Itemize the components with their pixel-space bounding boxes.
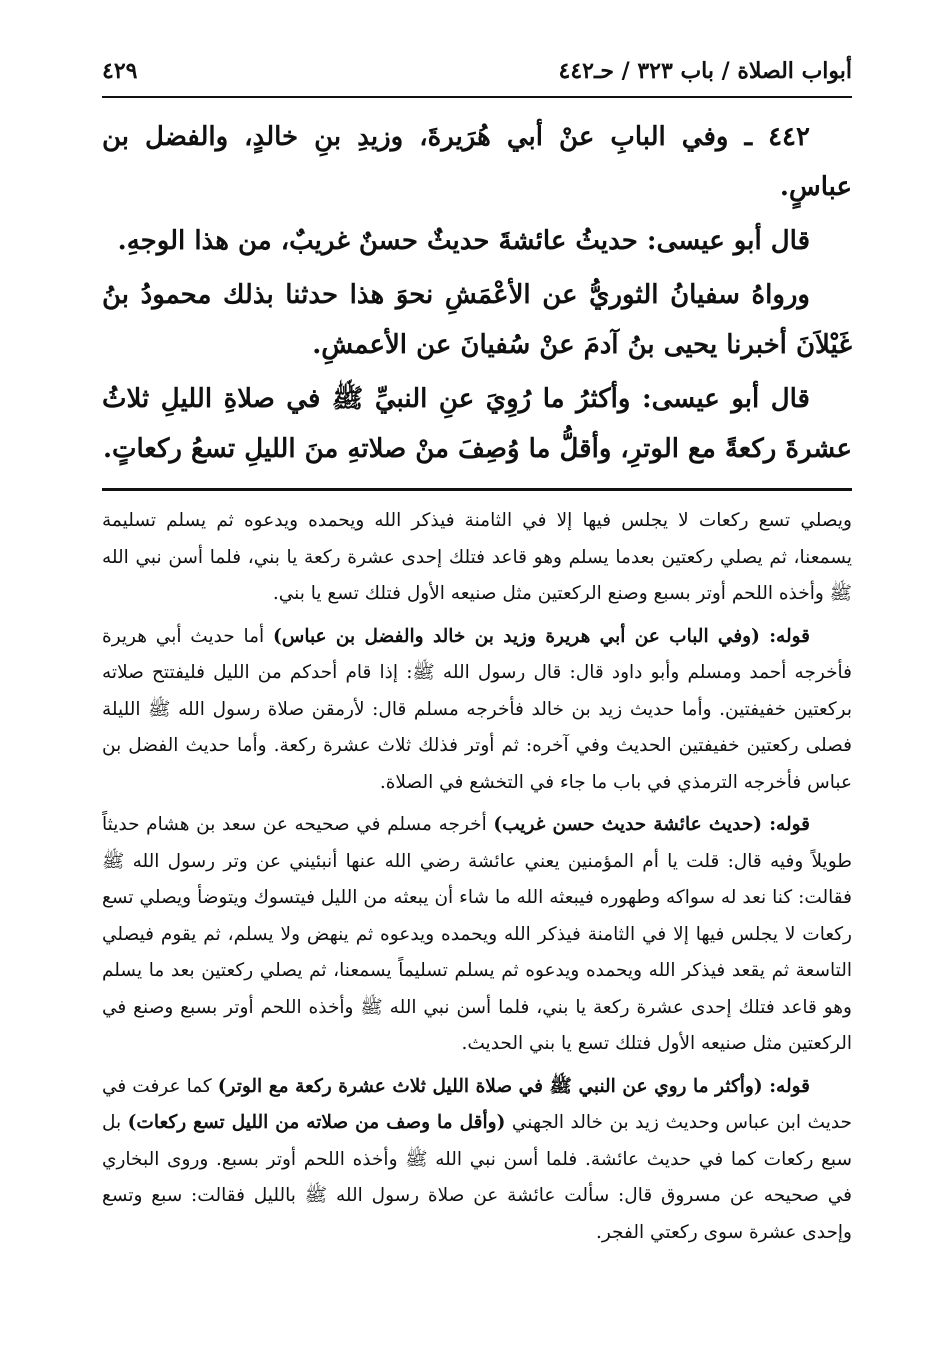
commentary-text: أخرجه مسلم في صحيحه عن سعد بن هشام حديثاً طويلاً وفيه قال: قلت يا أم المؤمنين يعني عائشة رضي الله عنها أنبئيني عن وتر رسول الله ﷺ فقالت: كنا نعد له سواكه وطهوره فيبعثه الله ما شاء أن يبعثه من الليل فيتسوك ويتوضأ ويصلي تسع ركعات لا يجلس فيها إلا في الثامنة فيذكر الله ويحمده ويدعوه ثم ينهض ولا يسلم، ثم يقوم فيصلي التاسعة ثم يقعد فيذكر الله ويحمده ويدعوه ثم يسلم تسليماً يسمعنا، ثم يصلي ركعتين بعد ما يسلم وهو قاعد فتلك إحدى عشرة ركعة يا بني، فلما أسن نبي الله ﷺ وأخذه اللحم أوتر بسبع وصنع في الركعتين مثل صنيعه الأول فتلك تسع يا بني الحديث.	[102, 814, 852, 1054]
header-title: أبواب الصلاة / باب ٣٢٣ / حـ٤٤٢	[558, 58, 852, 84]
page-number: ٤٢٩	[102, 58, 138, 84]
main-paragraph-grading: قال أبو عيسى: حديثُ عائشةَ حديثٌ حسنٌ غريبٌ، من هذا الوجهِ.	[117, 226, 810, 256]
commentary-paragraph	[102, 1069, 852, 1252]
running-header	[102, 58, 852, 98]
main-paragraph-count: قال أبو عيسى: وأكثرُ ما رُوِيَ عنِ النبيِّ ﷺ في صلاةِ الليلِ ثلاثُ عشرةَ ركعةً مع الوترِ، وأقلُّ ما وُصِفَ منْ صلاتهِ منَ الليلِ تسعُ ركعاتٍ.	[102, 384, 852, 464]
commentary-quote: قوله: (وأكثر ما روي عن النبي ﷺ في صلاة الليل ثلاث عشرة ركعة مع الوتر)	[217, 1075, 810, 1097]
separator-line	[102, 488, 852, 491]
commentary-text: أما حديث أبي هريرة فأخرجه أحمد ومسلم وأبو داود قال: قال رسول الله ﷺ: إذا قام أحدكم من الليل فليفتتح صلاته بركعتين خفيفتين. وأما حديث زيد بن خالد فأخرجه مسلم قال: لأرمقن صلاة رسول الله ﷺ الليلة فصلى ركعتين خفيفتين الحديث وفي آخره: ثم أوتر فذلك ثلاث عشرة ركعة. وأما حديث الفضل بن عباس فأخرجه الترمذي في باب ما جاء في التخشع في الصلاة.	[102, 625, 852, 793]
commentary-quote: قوله: (حديث عائشة حديث حسن غريب)	[493, 814, 811, 835]
main-text	[102, 112, 852, 474]
main-paragraph-narration: ورواهُ سفيانُ الثوريُّ عن الأعْمَشِ نحوَ هذا حدثنا بذلك محمودُ بنُ غَيْلاَنَ أخبرنا يحيى بنُ آدمَ عنْ سُفيانَ عن الأعمشِ.	[102, 280, 852, 360]
commentary-paragraph	[102, 619, 852, 802]
main-paragraph-hadith-number: ٤٤٢ ـ وفي البابِ عنْ أبي هُرَيرةَ، وزيدِ بنِ خالدٍ، والفضل بن عباسٍ.	[102, 122, 852, 202]
commentary	[102, 503, 852, 1251]
commentary-text: كما عرفت في حديث ابن عباس وحديث زيد بن خالد الجهني	[102, 1075, 852, 1133]
commentary-quote: قوله: (وفي الباب عن أبي هريرة وزيد بن خالد والفضل بن عباس)	[272, 625, 810, 647]
commentary-paragraph	[102, 807, 852, 1063]
commentary-quote: (وأقل ما وصف من صلاته من الليل تسع ركعات)	[127, 1112, 506, 1133]
commentary-paragraph: ويصلي تسع ركعات لا يجلس فيها إلا في الثامنة فيذكر الله ويحمده ويدعوه ثم يسلم تسليمة يسمعنا، ثم يصلي ركعتين بعدما يسلم وهو قاعد فتلك إحدى عشرة ركعة يا بني، فلما أسن نبي الله ﷺ وأخذه اللحم أوتر بسبع وصنع الركعتين مثل صنيعه الأول فتلك تسع يا بني.	[102, 510, 852, 604]
commentary-text: بل سبع ركعات كما في حديث عائشة. فلما أسن نبي الله ﷺ وأخذه اللحم أوتر بسبع. وروى البخاري في صحيحه عن مسروق قال: سألت عائشة عن صلاة رسول الله ﷺ بالليل فقالت: سبع وتسع وإحدى عشرة سوى ركعتي الفجر.	[102, 1112, 852, 1243]
